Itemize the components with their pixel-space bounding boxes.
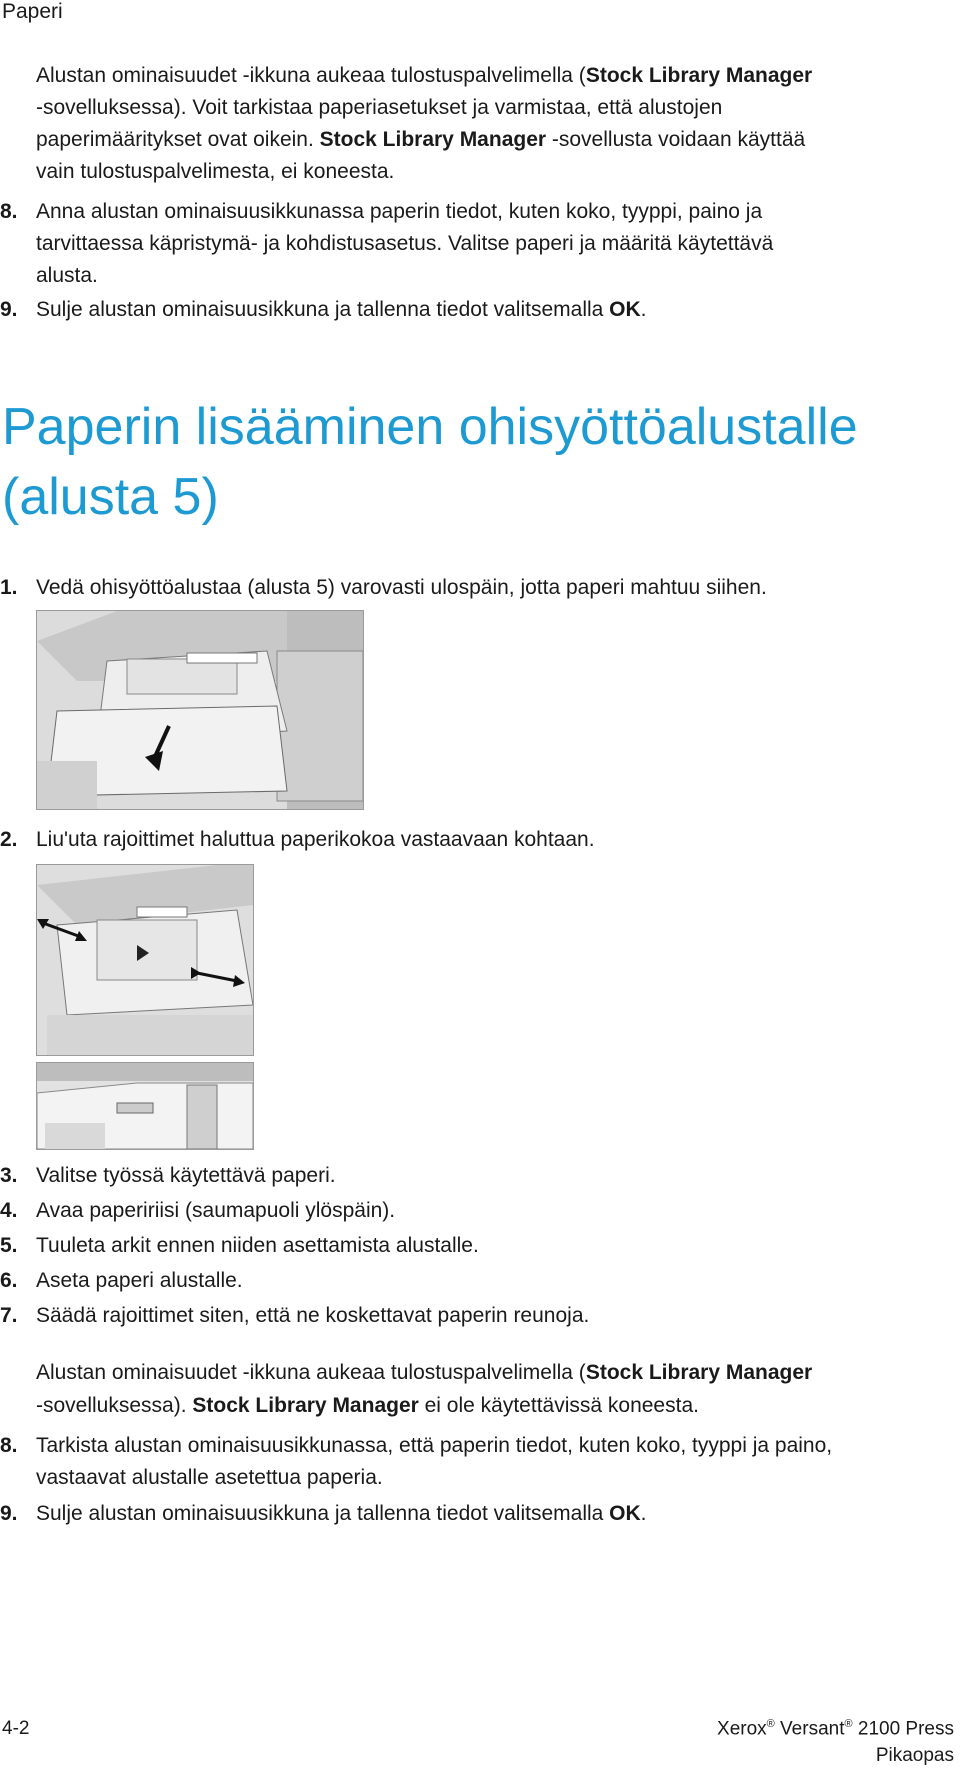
step-number: 6. — [0, 1269, 18, 1292]
step-number: 4. — [0, 1199, 18, 1222]
paper-guides-photo — [36, 864, 254, 1056]
intro-paragraph-line-2: -sovelluksessa). Voit tarkistaa paperiasetukset ja varmistaa, että alustojen — [36, 96, 723, 119]
footer-product-name: Xerox® Versant® 2100 Press — [717, 1718, 954, 1740]
step-number: 7. — [0, 1304, 18, 1327]
page-number: 4-2 — [2, 1718, 30, 1739]
paper-guides-illustration — [37, 865, 253, 1055]
step-number: 5. — [0, 1234, 18, 1257]
tray-properties-paragraph-line-2: -sovelluksessa). Stock Library Manager ei ole käytettävissä koneesta. — [36, 1394, 699, 1417]
step-number: 3. — [0, 1164, 18, 1187]
step-number: 8. — [0, 200, 18, 223]
max-fill-line-photo — [36, 1062, 254, 1150]
step-number: 1. — [0, 576, 18, 599]
running-header: Paperi — [2, 0, 63, 23]
step-number: 8. — [0, 1434, 18, 1457]
step-number: 2. — [0, 828, 18, 851]
intro-paragraph-line-3: paperimääritykset ovat oikein. Stock Library Manager -sovellusta voidaan käyttää — [36, 128, 806, 151]
step-number: 9. — [0, 298, 18, 321]
step-number: 9. — [0, 1502, 18, 1525]
bypass-tray-photo — [36, 610, 364, 810]
tray-properties-paragraph-line-1: Alustan ominaisuudet -ikkuna aukeaa tulostuspalvelimella (Stock Library Manager — [36, 1361, 813, 1384]
section-heading-line-1: Paperin lisääminen ohisyöttöalustalle — [2, 398, 858, 456]
footer-guide-title: Pikaopas — [875, 1745, 954, 1766]
intro-paragraph-line-1: Alustan ominaisuudet -ikkuna aukeaa tulostuspalvelimella (Stock Library Manager — [36, 64, 813, 87]
intro-paragraph-line-4: vain tulostuspalvelimesta, ei koneesta. — [36, 160, 395, 183]
max-fill-line-illustration — [37, 1063, 253, 1149]
bypass-tray-illustration — [37, 611, 363, 809]
section-heading-line-2: (alusta 5) — [2, 468, 219, 526]
